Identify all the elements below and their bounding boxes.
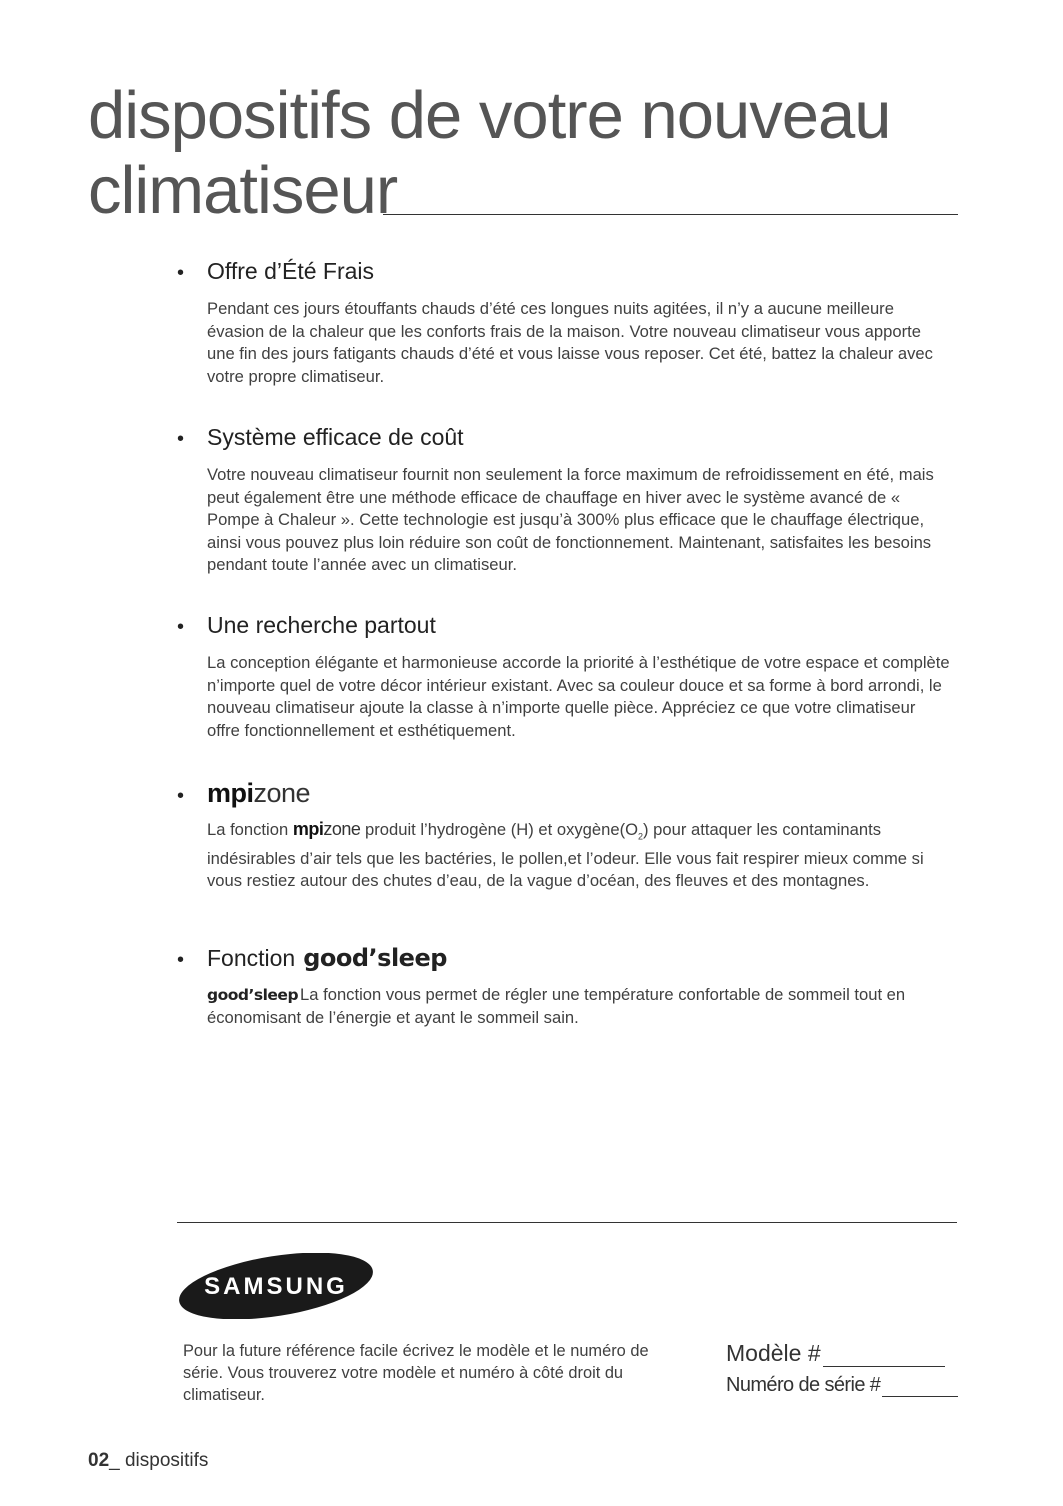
section-body [207, 818, 952, 893]
section-offre-ete-frais [177, 258, 967, 388]
mpizone-inline-logo-light: zone [323, 819, 361, 839]
serial-label: Numéro de série # [726, 1374, 881, 1396]
section-body: La conception élégante et harmonieuse accorde la priorité à l’esthétique de votre espace et complète n’importe quel de votre décor intérieur existant. Avec sa couleur douce et sa forme à bord arrondi, le nouveau climatiseur ajoute la classe à n’importe quelle pièce. Appréciez ce que votre climatiseur offre fonctionnellement et esthétiquement. [207, 653, 950, 740]
model-label: Modèle # [726, 1340, 821, 1366]
model-blank-line [823, 1342, 945, 1367]
bullet-icon: • [177, 616, 185, 638]
mpizone-logo-bold: mpi [207, 778, 254, 808]
page-footer [88, 1450, 208, 1472]
samsung-logo-text: SAMSUNG [204, 1273, 348, 1300]
page-number: 02 [88, 1450, 110, 1471]
section-heading-text: Système efficace de coût [207, 424, 464, 450]
title-underline [383, 214, 958, 215]
section-systeme-efficace [177, 424, 967, 577]
section-mpizone [177, 778, 967, 893]
section-goodsleep [177, 944, 967, 1029]
section-recherche-partout [177, 612, 967, 742]
footer-divider [177, 1222, 957, 1223]
section-heading [177, 612, 967, 642]
section-heading-text: Fonction [207, 945, 296, 971]
body-text: La fonction vous permet de régler une température confortable de sommeil tout en économisant de l’énergie et ayant le sommeil sain. [207, 985, 906, 1027]
body-mid: produit l’hydrogène (H) et oxygène(O [365, 820, 639, 839]
model-number-field [726, 1340, 945, 1367]
samsung-logo [177, 1253, 375, 1319]
section-heading-text: Offre d’Été Frais [207, 258, 375, 284]
page-title-line-1: dispositifs de votre nouveau [88, 78, 891, 153]
bullet-icon: • [177, 428, 185, 450]
body-prefix: La fonction [207, 820, 289, 839]
serial-blank-line [882, 1374, 958, 1397]
section-body: Pendant ces jours étouffants chauds d’été ces longues nuits agitées, il n’y a aucune meilleure évasion de la chaleur que les conforts frais de la maison. Votre nouveau climatiseur vous apporte une fin des jours fatigants chauds d’été et vous laisse vous reposer. Cet été, battez la chaleur avec votre propre climatiseur. [207, 299, 933, 386]
body-rest: ) pour attaquer les contaminants indésirables d’air tels que les bactéries, le pollen,et l’odeur. Elle vous fait respirer mieux comme si vous restiez autour des chutes d’eau, de la vague d’océan, des fleuves et des montagnes. [207, 820, 924, 891]
section-heading-text: Une recherche partout [207, 612, 436, 638]
bullet-icon: • [177, 785, 185, 807]
bullet-icon: • [177, 262, 185, 284]
page-footer-label: _ dispositifs [109, 1450, 209, 1471]
oxygen-subscript: 2 [638, 831, 644, 842]
footer-note: Pour la future référence facile écrivez le modèle et le numéro de série. Vous trouverez votre modèle et numéro à côté droit du climatiseur. [183, 1342, 649, 1404]
section-body: Votre nouveau climatiseur fournit non seulement la force maximum de refroidissement en été, mais peut également être une méthode efficace de chauffage en hiver avec le système avancé de « Pompe à Chaleur ». Cette technologie est jusqu’à 300% plus efficace que le chauffage électrique, ainsi vous pouvez plus loin réduire son coût de fonctionnement. Maintenant, satisfaites les besoins pendant toute l’année avec un climatiseur. [207, 465, 934, 574]
mpizone-inline-logo [293, 818, 361, 841]
goodsleep-logo: good’sleep [303, 944, 447, 972]
bullet-icon: • [177, 949, 185, 971]
section-heading [177, 424, 967, 454]
mpizone-logo [207, 778, 310, 809]
section-body [207, 984, 952, 1029]
section-heading [177, 258, 967, 288]
mpizone-inline-logo-bold: mpi [292, 819, 324, 839]
goodsleep-inline-logo: good’sleep [207, 986, 299, 1004]
serial-number-field [726, 1374, 958, 1397]
mpizone-logo-light: zone [253, 778, 311, 808]
section-heading [177, 778, 967, 808]
page-title [88, 78, 958, 228]
page-title-line-2: climatiseur [88, 153, 398, 228]
section-heading [177, 944, 967, 974]
